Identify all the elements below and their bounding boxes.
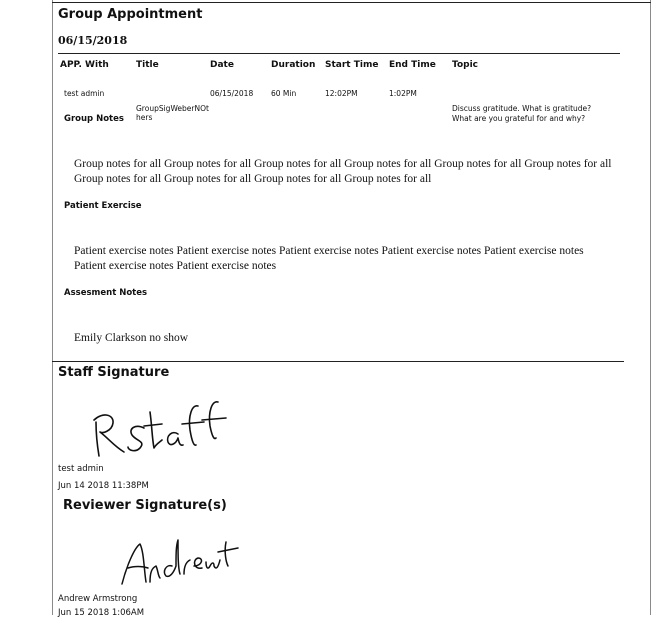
- staff-signature-heading: Staff Signature: [58, 365, 170, 380]
- patient-exercise-heading: Patient Exercise: [64, 201, 142, 211]
- top-rule: [52, 2, 651, 3]
- page-right-border: [650, 0, 651, 615]
- col-topic: Topic: [452, 60, 478, 70]
- reviewer-timestamp: Jun 15 2018 1:06AM: [58, 608, 145, 618]
- cell-title: GroupSigWeberNOthers: [136, 104, 209, 122]
- cell-date: 06/15/2018: [210, 89, 254, 98]
- group-notes-heading: Group Notes: [64, 114, 124, 124]
- section-rule: [52, 361, 624, 362]
- appointment-table: [60, 60, 607, 124]
- reviewer-signature-heading: Reviewer Signature(s): [63, 498, 227, 513]
- col-date: Date: [210, 60, 234, 70]
- appointment-date-heading: 06/15/2018: [58, 34, 128, 47]
- col-title: Title: [136, 60, 159, 70]
- group-appointment-heading: Group Appointment: [58, 7, 203, 22]
- col-start-time: Start Time: [325, 60, 379, 70]
- patient-exercise-text: Patient exercise notes Patient exercise notes Patient exercise notes Patient exercise notes Patient exercise notes Patient exercise notes Patient exercise notes: [74, 245, 584, 272]
- staff-signature-timestamp: Jun 14 2018 11:38PM: [58, 481, 149, 491]
- assessment-text: Emily Clarkson no show: [74, 332, 189, 344]
- page-left-border: [52, 0, 53, 615]
- col-app-with: APP. With: [60, 60, 109, 70]
- cell-with: test admin: [64, 89, 105, 98]
- cell-end: 1:02PM: [389, 89, 417, 98]
- cell-start: 12:02PM: [325, 89, 358, 98]
- col-end-time: End Time: [389, 60, 436, 70]
- date-rule: [58, 53, 620, 54]
- col-duration: Duration: [271, 60, 316, 70]
- reviewer-signature-image: [110, 522, 250, 592]
- group-notes-text: Group notes for all Group notes for all Group notes for all Group notes for all Group notes for all Group notes for all Group notes for all Group notes for all Group notes for all Group notes for all: [74, 158, 612, 185]
- assessment-heading: Assesment Notes: [64, 288, 148, 298]
- reviewer-name: Andrew Armstrong: [58, 594, 138, 604]
- staff-signer-name: test admin: [58, 464, 104, 474]
- table-header-row: [60, 60, 607, 76]
- cell-topic: Discuss gratitude. What is gratitude? What are you grateful for and why?: [452, 104, 592, 123]
- table-row: [60, 76, 607, 124]
- staff-signature-image: [80, 392, 240, 462]
- cell-duration: 60 Min: [271, 89, 297, 98]
